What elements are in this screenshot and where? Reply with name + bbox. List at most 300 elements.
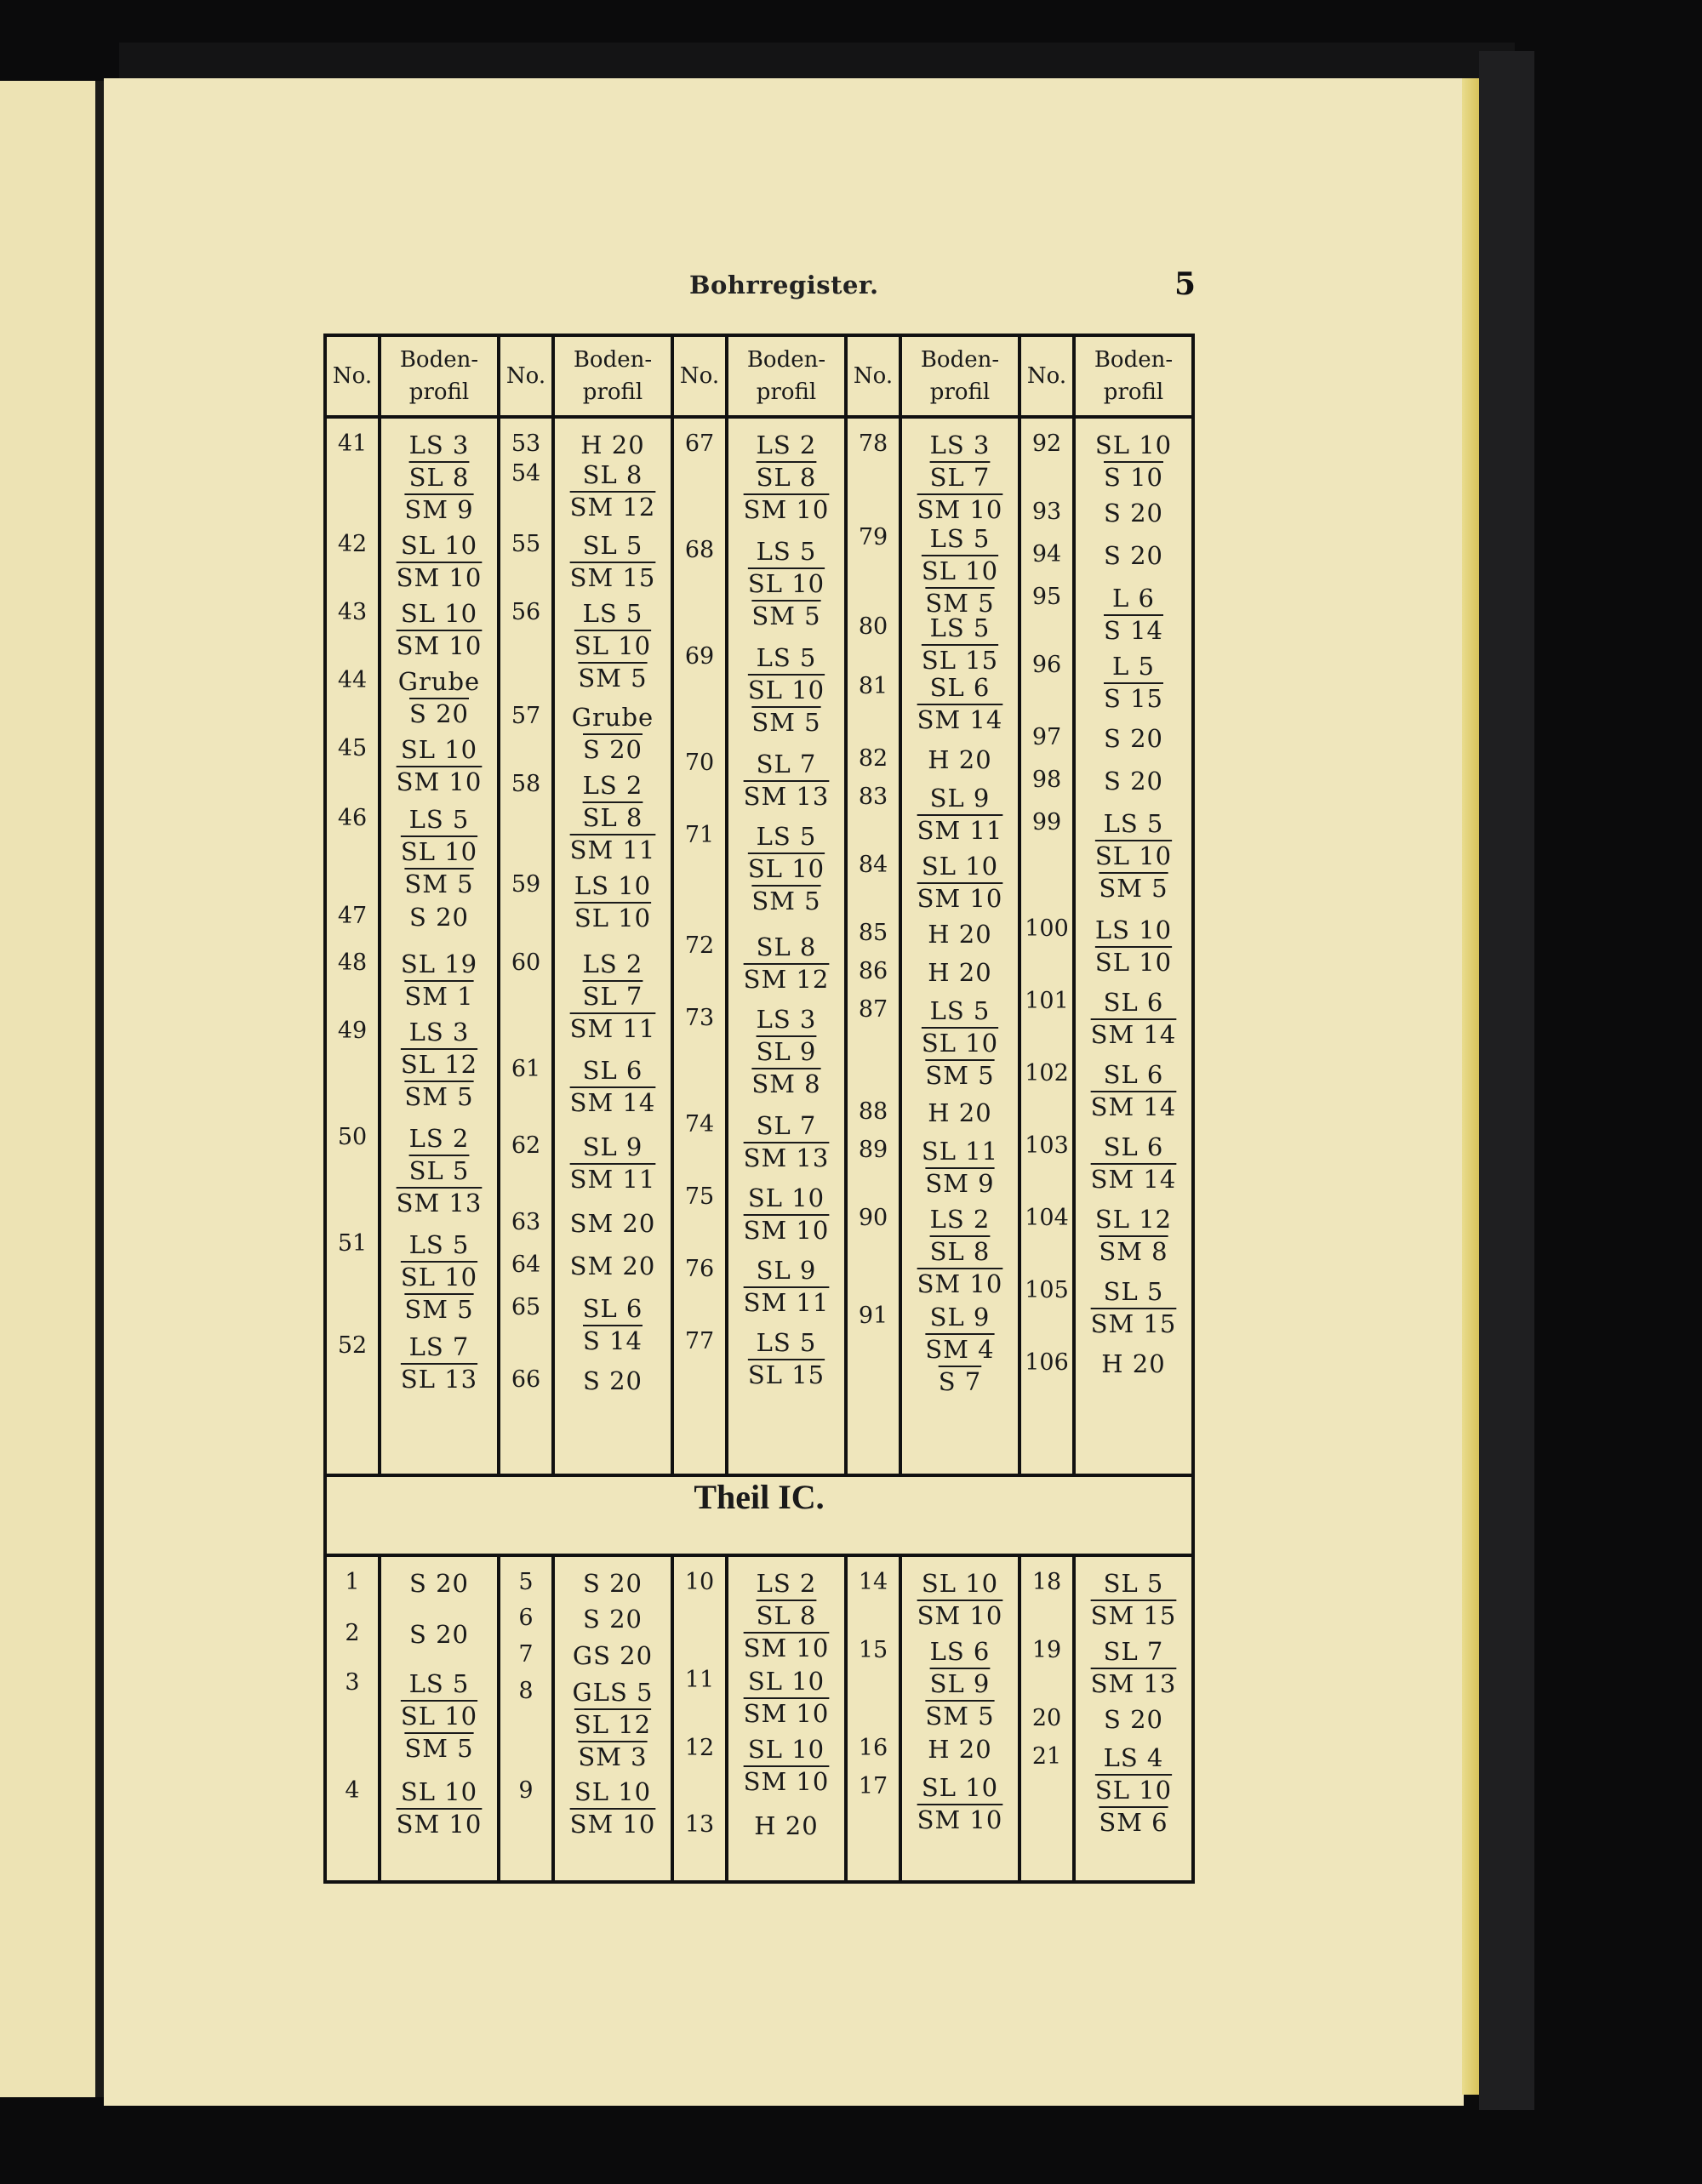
soil-profile-layer: SM 10 [743, 1767, 830, 1796]
soil-profile-layer: Grube [571, 703, 654, 732]
boring-number: 81 [858, 673, 888, 699]
profile-header-text: Boden- profil [399, 347, 479, 405]
soil-profile-layer: SL 6 [1103, 1060, 1164, 1089]
boring-number: 1 [345, 1569, 360, 1595]
soil-profile-layer: SL 8 [929, 1237, 991, 1266]
soil-profile-layer: SL 6 [582, 1056, 643, 1085]
soil-profile-layer: LS 5 [582, 599, 643, 628]
part2-body-row [325, 1555, 1193, 1882]
boring-number: 66 [511, 1366, 541, 1393]
boring-number: 105 [1025, 1277, 1069, 1303]
soil-profile-layer: SL 7 [1103, 1637, 1164, 1666]
soil-profile-layer: SM 1 [404, 982, 474, 1011]
boring-number: 97 [1031, 724, 1062, 750]
profile-column-3 [727, 1555, 846, 1882]
soil-profile-layer: SM 15 [569, 563, 656, 592]
soil-profile-layer: SM 13 [743, 1143, 830, 1172]
no-column-2 [499, 1555, 553, 1882]
soil-profile-layer: S 20 [1104, 541, 1163, 570]
soil-profile-layer: SM 5 [925, 1702, 995, 1731]
running-header: Bohrregister. [689, 271, 879, 299]
boring-number: 76 [684, 1256, 715, 1282]
soil-profile-layer: H 20 [1101, 1349, 1166, 1378]
soil-profile-layer: SL 10 [747, 854, 825, 883]
no-column-4 [846, 1555, 900, 1882]
soil-profile-layer: SM 10 [917, 884, 1003, 913]
column-header-no: No. [1019, 335, 1074, 417]
soil-profile-layer: SM 15 [1090, 1601, 1177, 1630]
boring-number: 78 [858, 431, 888, 457]
soil-profile-layer: SM 13 [743, 782, 830, 811]
boring-number: 18 [1031, 1569, 1062, 1595]
soil-profile-layer: SL 10 [1094, 841, 1173, 870]
soil-profile-layer: SL 9 [929, 1303, 991, 1331]
boring-number: 72 [684, 932, 715, 959]
soil-profile-layer: SM 10 [569, 1810, 656, 1839]
column-header-profile [1074, 335, 1193, 417]
boring-number: 43 [337, 599, 368, 625]
boring-number: 79 [858, 524, 888, 550]
soil-profile-layer: LS 5 [756, 1328, 817, 1357]
boring-number: 100 [1025, 915, 1069, 942]
soil-profile-layer: SL 12 [1094, 1205, 1173, 1234]
boring-number: 16 [858, 1735, 888, 1761]
section-row [325, 1475, 1193, 1555]
soil-profile-layer: SL 7 [929, 463, 991, 492]
profile-column-5 [1074, 1555, 1193, 1882]
boring-number: 10 [684, 1569, 715, 1595]
soil-profile-layer: SL 10 [747, 1183, 825, 1212]
boring-number: 101 [1025, 988, 1069, 1014]
page-number: 5 [1174, 266, 1197, 302]
soil-profile-layer: SM 10 [396, 563, 483, 592]
part1-body-row [325, 417, 1193, 1475]
profile-header-text: Boden- profil [920, 347, 1000, 405]
soil-profile-layer: LS 2 [929, 1205, 991, 1234]
profile-column-1 [380, 417, 499, 1475]
boring-number: 11 [684, 1667, 715, 1693]
soil-profile-layer: SL 15 [747, 1360, 825, 1389]
column-header-no: No. [672, 335, 727, 417]
boring-number: 89 [858, 1137, 888, 1163]
soil-profile-layer: SL 10 [400, 1777, 478, 1806]
boring-number: 75 [684, 1183, 715, 1210]
soil-profile-layer: SM 9 [404, 495, 474, 524]
soil-profile-layer: SM 10 [917, 1805, 1003, 1834]
column-header-profile [900, 335, 1019, 417]
soil-profile-layer: S 15 [1104, 684, 1163, 713]
soil-profile-layer: SL 10 [574, 1777, 652, 1806]
soil-profile-layer: SL 10 [400, 599, 478, 628]
soil-profile-layer: LS 5 [756, 822, 817, 851]
boring-number: 55 [511, 531, 541, 557]
soil-profile-layer: SM 14 [1090, 1092, 1177, 1121]
boring-number: 49 [337, 1018, 368, 1044]
boring-number: 92 [1031, 431, 1062, 457]
profile-column-2 [553, 1555, 672, 1882]
soil-profile-layer: SM 14 [917, 705, 1003, 734]
boring-number: 93 [1031, 499, 1062, 525]
boring-number: 7 [518, 1641, 534, 1668]
soil-profile-layer: SM 10 [917, 1269, 1003, 1298]
soil-profile-layer: SL 10 [1094, 948, 1173, 977]
boring-number: 48 [337, 949, 368, 976]
soil-profile-layer: S 20 [1104, 767, 1163, 795]
soil-profile-layer: SL 10 [1094, 1776, 1173, 1805]
soil-profile-layer: SL 9 [756, 1037, 817, 1066]
boring-number: 9 [518, 1777, 534, 1804]
boring-number: 65 [511, 1294, 541, 1320]
soil-profile-layer: LS 5 [408, 805, 470, 834]
no-column-2 [499, 417, 553, 1475]
column-header-profile [380, 335, 499, 417]
soil-profile-layer: SL 8 [582, 460, 643, 489]
boring-number: 86 [858, 958, 888, 984]
boring-number: 4 [345, 1777, 360, 1804]
boring-number: 2 [345, 1620, 360, 1646]
soil-profile-layer: SL 10 [921, 852, 999, 881]
soil-profile-layer: SM 10 [917, 495, 1003, 524]
soil-profile-layer: L 6 [1112, 584, 1155, 613]
boring-number: 106 [1025, 1349, 1069, 1376]
soil-profile-layer: SM 5 [404, 870, 474, 898]
boring-number: 87 [858, 996, 888, 1023]
boring-number: 104 [1025, 1205, 1069, 1231]
soil-profile-layer: SL 15 [921, 646, 999, 675]
boring-number: 17 [858, 1773, 888, 1799]
soil-profile-layer: GS 20 [572, 1641, 654, 1670]
boring-number: 67 [684, 431, 715, 457]
soil-profile-layer: S 20 [409, 1620, 469, 1649]
boring-number: 46 [337, 805, 368, 831]
soil-profile-layer: S 20 [1104, 724, 1163, 753]
soil-profile-layer: SL 12 [574, 1710, 652, 1739]
boring-number: 64 [511, 1252, 541, 1278]
soil-profile-layer: SM 14 [569, 1088, 656, 1117]
no-column-4 [846, 417, 900, 1475]
soil-profile-layer: LS 10 [1094, 915, 1173, 944]
soil-profile-layer: S 10 [1104, 463, 1163, 492]
soil-profile-layer: SL 7 [756, 750, 817, 778]
soil-profile-layer: SL 9 [756, 1256, 817, 1285]
boring-number: 50 [337, 1124, 368, 1150]
soil-profile-layer: L 5 [1112, 652, 1155, 681]
no-column-1 [325, 417, 380, 1475]
boring-number: 57 [511, 703, 541, 729]
soil-profile-layer: LS 3 [756, 1005, 817, 1034]
header-row [325, 335, 1193, 417]
boring-number: 5 [518, 1569, 534, 1595]
soil-profile-layer: LS 3 [408, 431, 470, 459]
soil-profile-layer: SL 9 [929, 784, 991, 813]
boring-number: 8 [518, 1678, 534, 1704]
boring-number: 42 [337, 531, 368, 557]
soil-profile-layer: SL 5 [1103, 1569, 1164, 1598]
boring-number: 41 [337, 431, 368, 457]
soil-profile-layer: SM 8 [1099, 1237, 1168, 1266]
soil-profile-layer: SM 10 [743, 1699, 830, 1728]
column-header-no: No. [499, 335, 553, 417]
book-top-edge [119, 43, 1515, 80]
soil-profile-layer: LS 2 [582, 771, 643, 800]
soil-profile-layer: H 20 [928, 920, 992, 949]
soil-profile-layer: SL 9 [929, 1669, 991, 1698]
soil-profile-layer: SM 5 [751, 887, 821, 915]
soil-profile-layer: SM 14 [1090, 1165, 1177, 1194]
soil-profile-layer: S 20 [1104, 1705, 1163, 1734]
boring-number: 102 [1025, 1060, 1069, 1086]
soil-profile-layer: LS 3 [408, 1018, 470, 1046]
soil-profile-layer: SM 9 [925, 1169, 995, 1198]
boring-number: 73 [684, 1005, 715, 1031]
profile-header-text: Boden- profil [746, 347, 826, 405]
soil-profile-layer: SM 13 [1090, 1669, 1177, 1698]
soil-profile-layer: SM 5 [404, 1082, 474, 1111]
soil-profile-layer: H 20 [928, 1735, 992, 1764]
soil-profile-layer: SL 10 [400, 837, 478, 866]
boring-number: 44 [337, 667, 368, 693]
profile-column-4 [900, 417, 1019, 1475]
boring-number: 99 [1031, 809, 1062, 835]
no-column-1 [325, 1555, 380, 1882]
soil-profile-layer: SL 10 [400, 735, 478, 764]
soil-profile-layer: SL 10 [747, 676, 825, 704]
soil-profile-layer: SL 13 [400, 1365, 478, 1394]
soil-profile-layer: SM 11 [743, 1288, 830, 1317]
soil-profile-layer: SL 6 [582, 1294, 643, 1323]
soil-profile-layer: H 20 [580, 431, 645, 459]
soil-profile-layer: LS 5 [929, 996, 991, 1025]
soil-profile-layer: SM 12 [569, 493, 656, 522]
soil-profile-layer: LS 2 [756, 431, 817, 459]
soil-profile-layer: SL 6 [929, 673, 991, 702]
soil-profile-layer: SL 10 [574, 904, 652, 932]
soil-profile-layer: SM 5 [925, 589, 995, 618]
soil-profile-layer: S 20 [583, 1569, 643, 1598]
soil-profile-layer: LS 5 [1103, 809, 1164, 838]
soil-profile-layer: LS 5 [408, 1230, 470, 1259]
soil-profile-layer: LS 3 [929, 431, 991, 459]
soil-profile-layer: SM 15 [1090, 1309, 1177, 1338]
soil-profile-layer: H 20 [928, 958, 992, 987]
soil-profile-layer: SM 5 [925, 1061, 995, 1090]
soil-profile-layer: SL 6 [1103, 988, 1164, 1017]
soil-profile-layer: LS 10 [574, 871, 652, 900]
profile-header-text: Boden- profil [573, 347, 653, 405]
boring-number: 47 [337, 903, 368, 929]
boring-number: 61 [511, 1056, 541, 1082]
soil-profile-layer: S 14 [1104, 616, 1163, 645]
soil-profile-layer: LS 2 [408, 1124, 470, 1153]
soil-profile-layer: SM 10 [743, 1216, 830, 1245]
soil-profile-layer: SM 10 [396, 1810, 483, 1839]
soil-profile-layer: SL 8 [408, 463, 470, 492]
soil-profile-layer: SM 11 [569, 835, 656, 864]
boring-number: 56 [511, 599, 541, 625]
soil-profile-layer: LS 5 [756, 537, 817, 566]
soil-profile-layer: S 14 [583, 1326, 643, 1355]
soil-profile-layer: LS 6 [929, 1637, 991, 1666]
boring-number: 96 [1031, 652, 1062, 678]
column-header-no: No. [846, 335, 900, 417]
soil-profile-layer: LS 5 [408, 1669, 470, 1698]
soil-profile-layer: SM 10 [396, 631, 483, 660]
boring-number: 85 [858, 920, 888, 946]
section-title: Theil IC. [325, 1475, 1193, 1555]
column-header-profile [553, 335, 672, 417]
boring-number: 19 [1031, 1637, 1062, 1663]
soil-profile-layer: S 20 [409, 699, 469, 728]
boring-number: 68 [684, 537, 715, 563]
boring-number: 54 [511, 460, 541, 487]
soil-profile-layer: SL 10 [400, 531, 478, 560]
soil-profile-layer: SL 19 [400, 949, 478, 978]
soil-profile-layer: H 20 [928, 745, 992, 774]
soil-profile-layer: SL 7 [756, 1111, 817, 1140]
profile-column-1 [380, 1555, 499, 1882]
boring-number: 60 [511, 949, 541, 976]
soil-profile-layer: SM 11 [569, 1014, 656, 1043]
profile-column-3 [727, 417, 846, 1475]
soil-profile-layer: H 20 [754, 1811, 819, 1840]
soil-profile-layer: LS 2 [582, 949, 643, 978]
soil-profile-layer: SM 5 [751, 708, 821, 737]
boring-number: 90 [858, 1205, 888, 1231]
soil-profile-layer: SL 8 [756, 1601, 817, 1630]
soil-profile-layer: S 20 [583, 735, 643, 764]
soil-profile-layer: SL 10 [574, 631, 652, 660]
soil-profile-layer: SL 7 [582, 982, 643, 1011]
profile-column-2 [553, 417, 672, 1475]
soil-profile-layer: SL 10 [747, 569, 825, 598]
soil-profile-layer: SM 6 [1099, 1808, 1168, 1837]
boring-number: 71 [684, 822, 715, 848]
boring-number: 13 [684, 1811, 715, 1838]
book-cover [1479, 51, 1534, 2110]
soil-profile-layer: SM 4 [925, 1335, 995, 1364]
soil-profile-layer: SM 11 [569, 1165, 656, 1194]
boring-number: 103 [1025, 1132, 1069, 1159]
boring-number: 70 [684, 750, 715, 776]
boring-number: 3 [345, 1669, 360, 1696]
soil-profile-layer: S 20 [583, 1366, 643, 1395]
profile-column-4 [900, 1555, 1019, 1882]
column-header-profile [727, 335, 846, 417]
soil-profile-layer: SM 8 [751, 1069, 821, 1098]
soil-profile-layer: SL 10 [400, 1702, 478, 1731]
soil-profile-layer: SM 20 [569, 1252, 656, 1280]
soil-profile-layer: SL 10 [921, 1029, 999, 1058]
soil-profile-layer: SL 10 [747, 1735, 825, 1764]
boring-number: 74 [684, 1111, 715, 1138]
soil-profile-layer: LS 5 [929, 613, 991, 642]
boring-number: 21 [1031, 1743, 1062, 1770]
soil-profile-layer: H 20 [928, 1098, 992, 1127]
soil-profile-layer: LS 4 [1103, 1743, 1164, 1772]
soil-profile-layer: SL 9 [582, 1132, 643, 1161]
no-column-5 [1019, 417, 1074, 1475]
soil-profile-layer: LS 5 [929, 524, 991, 553]
boring-number: 95 [1031, 584, 1062, 610]
soil-profile-layer: S 7 [938, 1367, 982, 1396]
profile-header-text: Boden- profil [1094, 347, 1174, 405]
soil-profile-layer: SL 8 [756, 463, 817, 492]
soil-profile-layer: S 20 [1104, 499, 1163, 527]
soil-profile-layer: SM 5 [1099, 874, 1168, 903]
boring-number: 45 [337, 735, 368, 761]
boring-number: 20 [1031, 1705, 1062, 1731]
soil-profile-layer: SL 10 [400, 1263, 478, 1292]
soil-profile-layer: SM 13 [396, 1189, 483, 1217]
boring-number: 69 [684, 643, 715, 670]
boring-number: 84 [858, 852, 888, 878]
boring-number: 12 [684, 1735, 715, 1761]
boring-number: 63 [511, 1209, 541, 1235]
soil-profile-layer: SL 10 [1094, 431, 1173, 459]
soil-profile-layer: SL 5 [408, 1156, 470, 1185]
column-header-no: No. [325, 335, 380, 417]
soil-profile-layer: GLS 5 [572, 1678, 654, 1707]
soil-profile-layer: S 20 [583, 1605, 643, 1634]
no-column-3 [672, 417, 727, 1475]
soil-profile-layer: SL 10 [921, 1569, 999, 1598]
soil-profile-layer: SM 10 [396, 767, 483, 796]
boring-number: 98 [1031, 767, 1062, 793]
no-column-3 [672, 1555, 727, 1882]
boring-number: 53 [511, 431, 541, 457]
profile-column-5 [1074, 417, 1193, 1475]
soil-profile-layer: SM 10 [917, 1601, 1003, 1630]
no-column-5 [1019, 1555, 1074, 1882]
soil-profile-layer: SL 5 [1103, 1277, 1164, 1306]
soil-profile-layer: S 20 [409, 903, 469, 932]
soil-profile-layer: SL 8 [582, 803, 643, 832]
soil-profile-layer: SL 10 [747, 1667, 825, 1696]
boring-number: 6 [518, 1605, 534, 1631]
soil-profile-layer: SM 14 [1090, 1020, 1177, 1049]
soil-profile-layer: SM 10 [743, 1634, 830, 1662]
soil-profile-layer: SM 5 [404, 1295, 474, 1324]
soil-profile-layer: LS 2 [756, 1569, 817, 1598]
soil-profile-layer: LS 7 [408, 1332, 470, 1361]
soil-profile-layer: SL 11 [921, 1137, 999, 1166]
boring-number: 91 [858, 1303, 888, 1329]
soil-profile-layer: SM 10 [743, 495, 830, 524]
boring-number: 80 [858, 613, 888, 640]
soil-profile-layer: SM 20 [569, 1209, 656, 1238]
soil-profile-layer: SM 5 [404, 1734, 474, 1763]
boring-number: 51 [337, 1230, 368, 1257]
boring-number: 14 [858, 1569, 888, 1595]
soil-profile-layer: SM 5 [578, 664, 648, 693]
soil-profile-layer: SL 12 [400, 1050, 478, 1079]
soil-profile-layer: SL 10 [921, 556, 999, 585]
boring-number: 94 [1031, 541, 1062, 567]
soil-profile-layer: SM 12 [743, 965, 830, 994]
soil-profile-layer: SM 5 [751, 602, 821, 630]
boring-number: 82 [858, 745, 888, 772]
boring-number: 52 [337, 1332, 368, 1359]
soil-profile-layer: SL 10 [921, 1773, 999, 1802]
soil-profile-layer: SL 5 [582, 531, 643, 560]
soil-profile-layer: LS 5 [756, 643, 817, 672]
boring-number: 88 [858, 1098, 888, 1125]
boring-number: 77 [684, 1328, 715, 1354]
left-page [0, 81, 100, 2097]
boring-number: 58 [511, 771, 541, 797]
boring-number: 83 [858, 784, 888, 810]
soil-profile-layer: SL 6 [1103, 1132, 1164, 1161]
